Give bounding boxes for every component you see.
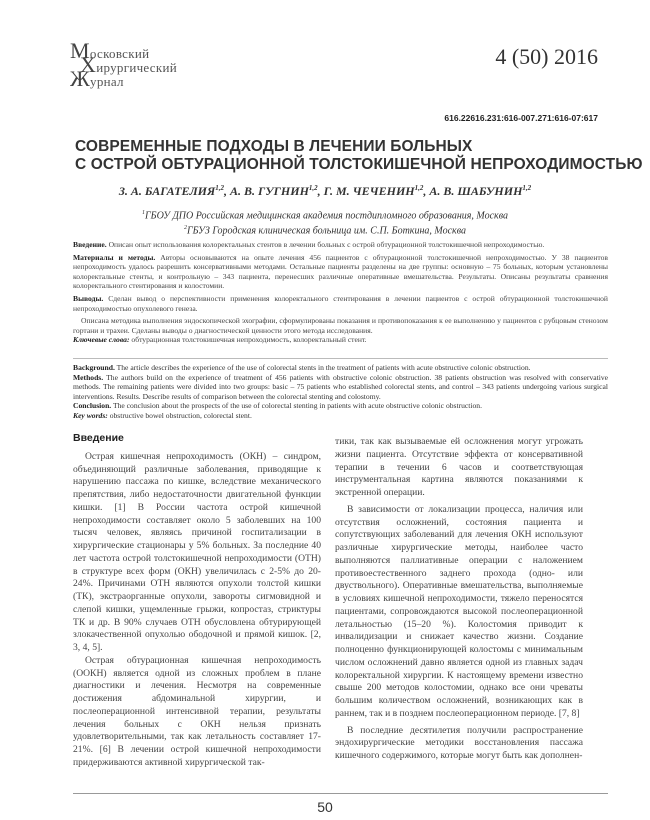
author: А. В. ШАБУНИН — [429, 184, 523, 198]
article-title — [75, 138, 643, 174]
issue-number: 4 (50) 2016 — [495, 44, 598, 69]
abstract-extra: Описана методика выполнения эндоскопической эхографии, сформулированы показания и противопоказания к ее выполнению у пациентов с рубцовым стенозом гортани и трахеи. Сделаны выводы о диагностической ценности этого метода исследования. — [73, 316, 608, 335]
abstract-divider — [73, 358, 608, 359]
abstract-conclusions: Выводы. Сделан вывод о перспективности применения колоректального стентирования в лечении пациентов с острой обтурационной толстокишечной непроходимостью опухолевого генеза. — [73, 293, 608, 313]
journal-name-line3: Журнал — [70, 66, 124, 91]
title-line-1: СОВРЕМЕННЫЕ ПОДХОДЫ В ЛЕЧЕНИИ БОЛЬНЫХ — [75, 138, 473, 155]
author: А. В. ГУГНИН — [230, 184, 309, 198]
paragraph: тики, так как вызываемые ей осложнения могут угрожать жизни пациента. Отсутствие эффекта от консервативной терапии в течении 6 часов и соответствующая инструментальная картина являются показаниями к экстренной операции. — [335, 436, 583, 498]
paragraph: В последние десятилетия получили распространение эндохирургические методики восстановления пассажа кишечного содержимого, которые могут быть как дополнен- — [335, 724, 583, 761]
affiliation-1: $^1$ГБОУ ДПО Российская медицинская академия постдипломного образования, Москва — [141, 210, 509, 222]
paragraph: Острая обтурационная кишечная непроходимость (ООКН) является одной из сложных проблем в плане диагностики и лечения. Несмотря на современные достижения абдоминальной хирургии, и послеоперационной интенсивной терапии, результаты лечения больных с ОКН нельзя признать удовлетворительными, так как летальность составляет 17-21%. [6] В лечении острой кишечной непроходимости придерживаются активной хирургической так- — [73, 654, 321, 768]
affiliations — [0, 207, 650, 238]
udc-code: 616.22616.231:616-007.271:616-07:617 — [444, 113, 598, 123]
abstract-en-methods: Methods. The authors build on the experience of treatment of 456 patients with obstructive colonic obstruction. 38 patients obstruction was resolved with conservative methods. The remaining patients were divided into two groups: basic – 75 patients who established colorectal stents, and control – 343 patients undergoing various surgical interventions. Results. Describe results of comparison between the colorectal stenting and colostomy. — [73, 372, 608, 401]
paragraph: Острая кишечная непроходимость (ОКН) – синдром, объединяющий различные заболевания, приводящие к нарушению пассажа по кишке, вследствие механического препятствия, либо недостаточности двигательной функции кишки. [1] В России частота острой кишечной непроходимости составляет около 5 заболевших на 100 тысяч человек, являясь причиной госпитализации в хирургические стационары у 5% больных. За последние 40 лет частота острой толстокишечной непроходимости (ОТН) в структуре всех форм (ОКН) увеличилась с 2-5% до 20-24%. Причинами ОТН являются опухоли толстой кишки (ТК), экстраорганные опухоли, завороты сигмовидной и слепой кишки, ущемленные грыжи, копростаз, стриктуры ТК и др. В 90% случаев ОТН обусловлена обтурирующей злокачественной опухолью ободочной и прямой кишок. [2, 3, 4, 5]. — [73, 450, 321, 653]
journal-logo — [70, 40, 190, 94]
abstract-en-keywords: Key words: obstructive bowel obstruction, colorectal stent. — [73, 410, 252, 420]
title-line-2: С ОСТРОЙ ОБТУРАЦИОННОЙ ТОЛСТОКИШЕЧНОЙ НЕПРОХОДИМОСТЬЮ — [75, 156, 643, 173]
footer-divider — [73, 793, 608, 794]
abstract-russian — [73, 240, 608, 348]
section-heading: Введение — [73, 432, 124, 444]
author: З. А. БАГАТЕЛИЯ — [118, 184, 216, 198]
abstract-english — [73, 363, 608, 421]
abstract-methods: Материалы и методы. Авторы основываются на опыте лечения 456 пациентов с обтурационной толстокишечной непроходимостью. У 38 пациентов непроходимость удалось разрешить консервативными методами. Остальные пациенты разделены на две группы: основную – 75 больных, которым установлены колоректальные стенты, и контрольную – 343 пациента, перенесших различные оперативные вмешательства. Результаты. Описаны результаты сравнения колоректального стентирования и колостомии. — [73, 252, 608, 291]
abstract-en-conclusion: Conclusion. The conclusion about the prospects of the use of colorectal stenting in patients with acute obstructive colonic obstruction. — [73, 401, 483, 411]
affiliation-2: $^2$ГБУЗ Городская клиническая больница им. С.П. Боткина, Москва — [183, 225, 467, 237]
author-list: З. А. БАГАТЕЛИЯ$^{1,2}$, А. В. ГУГНИН$^{1,2}$, Г. М. ЧЕЧЕНИН$^{1,2}$, А. В. ШАБУНИН$^{1,2}$ — [118, 184, 532, 198]
page-number: 50 — [317, 799, 333, 815]
abstract-keywords: Ключевые слова: обтурационная толстокишечная непроходимость, колоректальный стент. — [73, 335, 367, 345]
journal-name-line2: Хирургический — [80, 52, 178, 77]
body-column-left — [73, 432, 321, 770]
author: Г. М. ЧЕЧЕНИН — [323, 184, 415, 198]
journal-name-line1: Московский — [70, 38, 150, 63]
body-column-right — [335, 436, 583, 763]
abstract-intro: Введение. Описан опыт использования колоректальных стентов в лечении больных с острой обтурационной толстокишечной непроходимостью. — [73, 240, 545, 249]
paragraph: В зависимости от локализации процесса, наличия или отсутствия осложнений, состояния пациента и сопутствующих заболеваний для лечения ОКН используют различные хирургические методы, наиболее часто выполняются паллиативные операции с наложением противоестественного заднего прохода (одно- или двуствольного). Оперативные вмешательства, выполняемые в условиях кишечной непроходимости, тяжело переносятся пациентами, сопровождаются высокой послеоперационной летальностью (15–20 %). Колостомия приводит к инвалидизации и снижает качество жизни. Создание полноценно функционирующей колостомы с минимальным числом осложнений давно является одной из главных задач колоректальной хирургии. К настоящему времени известно свыше 200 методов колостомии, однако все они чреваты большим количеством осложнений, возникающих как в раннем, так и в позднем послеоперационном периоде. [7, 8] — [335, 503, 583, 719]
abstract-en-background: Background. The article describes the experience of the use of colorectal stents in the treatment of patients with acute obstructive colonic obstruction. — [73, 363, 531, 372]
